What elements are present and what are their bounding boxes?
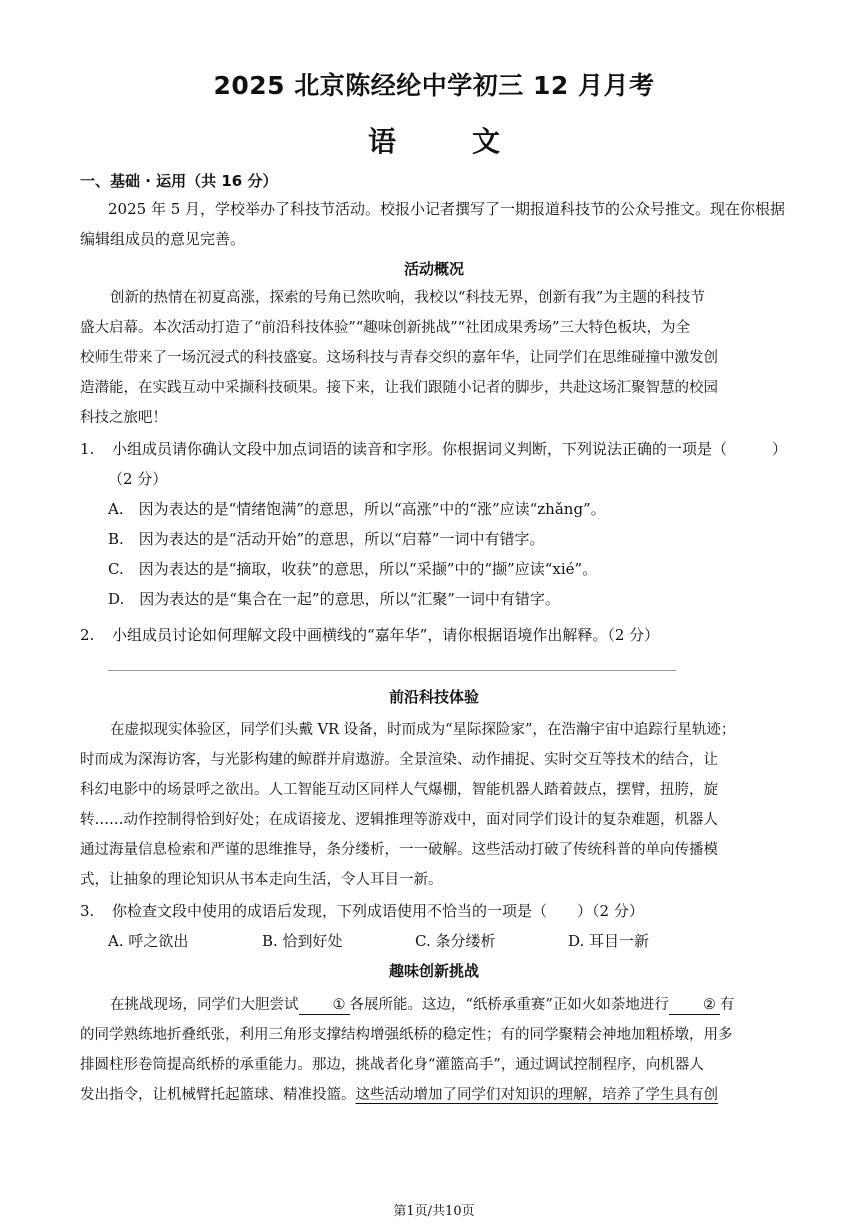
q3-number: 3. (80, 902, 95, 920)
intro-line-1: 2025 年 5 月，学校举办了科技节活动。校报小记者撰写了一期报道科技节的公众号推文。现在你根据 (108, 200, 786, 218)
q1-number: 1. (80, 440, 95, 458)
part3-line-1-b: 各展所能。这边，“纸桥承重赛”正如火如荼地进行 (349, 997, 669, 1013)
part2-line-3: 科幻电影中的场景呼之欲出。人工智能互动区同样人气爆棚，智能机器人踏着鼓点，摆臂，扭胯，旋 (80, 782, 718, 798)
part2-line-2: 时而成为深海访客，与光影构建的鲸群并肩遨游。全景渲染、动作捕捉、实时交互等技术的结合，让 (80, 752, 718, 768)
section-heading: 一、基础 · 运用（共 16 分） (80, 172, 278, 190)
underlined-sentence: 这些活动增加了同学们对知识的理解，培养了学生具有创 (355, 1087, 718, 1103)
part3-line-1-c: 有 (719, 997, 735, 1013)
q1-option-c: C. 因为表达的是“摘取，收获”的意思，所以“采撷”中的“撷”应读“xié”。 (108, 560, 598, 578)
page-footer: 第1页/共10页 (393, 1204, 475, 1219)
q1-option-d: D. 因为表达的是“集合在一起”的意思，所以“汇聚”一词中有错字。 (108, 590, 560, 608)
subject-title (0, 120, 868, 160)
part3-line-1 (80, 990, 794, 1020)
part2-line-1: 在虚拟现实体验区，同学们头戴 VR 设备，时而成为“星际探险家”，在浩瀚宇宙中追踪行星轨迹； (110, 722, 736, 738)
blank-1[interactable]: ① (299, 996, 350, 1015)
part1-line-3: 校师生带来了一场沉浸式的科技盛宴。这场科技与青春交织的嘉年华，让同学们在思维碰撞中激发创 (80, 350, 718, 366)
part2-heading: 前沿科技体验 (388, 688, 479, 706)
q3-option-c: C. 条分缕析 (415, 932, 496, 950)
q2-number: 2. (80, 626, 95, 644)
part1-line-4: 造潜能，在实践互动中采撷科技硕果。接下来，让我们跟随小记者的脚步，共赴这场汇聚智慧的校园 (80, 380, 718, 396)
q1-option-a: A. 因为表达的是“情绪饱满”的意思，所以“高涨”中的“涨”应读“zhǎng”。 (108, 500, 606, 518)
q1-stem: 小组成员请你确认文段中加点词语的读音和字形。你根据词义判断，下列说法正确的一项是（ ） (112, 440, 788, 458)
part2-line-5: 通过海量信息检索和严谨的思维推导，条分缕析，一一破解。这些活动打破了传统科普的单向传播模 (80, 842, 718, 858)
part3-line-1-a: 在挑战现场，同学们大胆尝试 (110, 997, 299, 1013)
part3-heading: 趣味创新挑战 (388, 962, 479, 980)
part3-line-3: 排圆柱形卷筒提高纸桥的承重能力。那边，挑战者化身“灌篮高手”，通过调试控制程序，向机器人 (80, 1057, 704, 1073)
q1-score: （2 分） (108, 470, 168, 488)
part3-line-2: 的同学熟练地折叠纸张，利用三角形支撑结构增强纸桥的稳定性；有的同学聚精会神地加粗桥墩，用多 (80, 1027, 733, 1043)
blank-2[interactable]: ② (669, 996, 720, 1015)
q3-option-a: A. 呼之欲出 (108, 932, 189, 950)
part1-line-1: 创新的热情在初夏高涨，探索的号角已然吹响，我校以“科技无界，创新有我”为主题的科技节 (110, 290, 705, 306)
exam-title: 2025 北京陈经纶中学初三 12 月月考 (213, 71, 655, 100)
part2-line-6: 式，让抽象的理论知识从书本走向生活，令人耳目一新。 (80, 872, 443, 888)
part3-line-4 (80, 1080, 794, 1110)
q3-option-d: D. 耳目一新 (568, 932, 650, 950)
q2-stem: 小组成员讨论如何理解文段中画横线的“嘉年华”，请你根据语境作出解释。（2 分） (112, 626, 660, 644)
q1-option-b: B. 因为表达的是“活动开始”的意思，所以“启幕”一词中有错字。 (108, 530, 545, 548)
q2-answer-line[interactable] (108, 670, 676, 671)
q3-option-b: B. 恰到好处 (262, 932, 343, 950)
part3-line-4-a: 发出指令，让机械臂托起篮球、精准投篮。 (80, 1087, 356, 1103)
subject-char-2: 文 (472, 125, 501, 158)
q3-stem: 你检查文段中使用的成语后发现，下列成语使用不恰当的一项是（ ）（2 分） (112, 902, 644, 920)
part1-heading: 活动概况 (403, 260, 464, 278)
subject-char-1: 语 (367, 125, 396, 158)
intro-line-2: 编辑组成员的意见完善。 (80, 230, 246, 248)
part1-line-2: 盛大启幕。本次活动打造了“前沿科技体验”“趣味创新挑战”“社团成果秀场”三大特色板块，为全 (80, 320, 690, 336)
part2-line-4: 转……动作控制得恰到好处；在成语接龙、逻辑推理等游戏中，面对同学们设计的复杂难题，机器人 (80, 812, 718, 828)
part1-line-5: 科技之旅吧！ (80, 410, 167, 426)
